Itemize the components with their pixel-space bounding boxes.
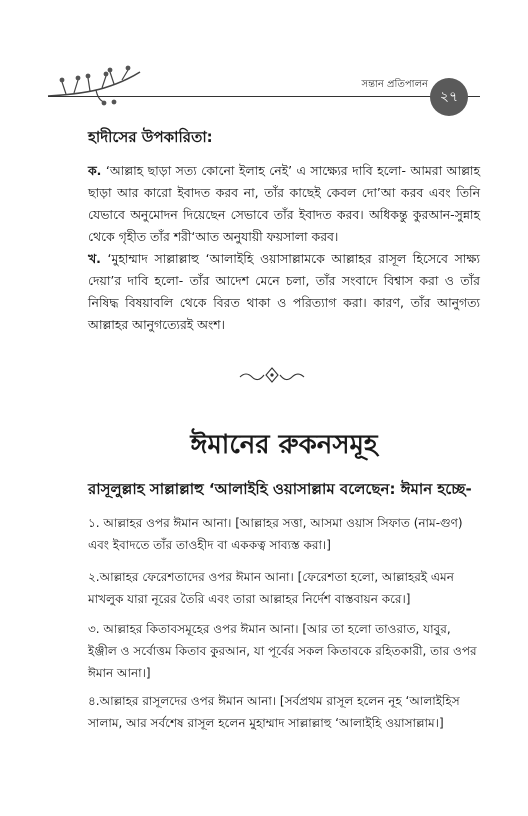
paragraph-ka bbox=[88, 160, 480, 248]
page-number-badge bbox=[430, 78, 468, 116]
list-item: ২.আল্লাহর ফেরেশতাদের ওপর ঈমান আনা। [ফেরেশতা হলো, আল্লাহরই এমন মাখলুক যারা নূরের তৈরি এবং তারা আল্লাহর নির্দেশ বাস্তবায়ন করে।] bbox=[88, 570, 454, 606]
paragraph-label: ক. bbox=[88, 163, 102, 178]
list-item: ১. আল্লাহর ওপর ঈমান আনা। [আল্লাহর সত্তা, আসমা ওয়াস সিফাত (নাম-গুণ) এবং ইবাদতে তাঁর তাওহীদ বা এককত্ব সাব্যস্ত করা।] bbox=[88, 516, 463, 552]
paragraph-kha bbox=[88, 248, 480, 336]
paragraph-text: ‘আল্লাহ ছাড়া সত্য কোনো ইলাহ নেই’ এ সাক্ষ্যের দাবি হলো- আমরা আল্লাহ ছাড়া আর কারো ইবাদত করব না, তাঁর কাছেই কেবল দো’আ করব এবং তিনি যেভাবে অনুমোদন দিয়েছেন সেভাবে তাঁর ইবাদত করব। অধিকন্তু কুরআন-সুন্নাহ থেকে গৃহীত তাঁর শরী‘আত অনুযায়ী ফয়সালা করব। bbox=[88, 163, 480, 244]
page-number: ২৭ bbox=[439, 89, 459, 105]
section-heading: হাদীসের উপকারিতা: bbox=[88, 128, 213, 146]
main-title: ঈমানের রুকনসমূহ bbox=[190, 430, 378, 460]
section-subheading: রাসূলুল্লাহ সাল্লাল্লাহু ‘আলাইহি ওয়াসাল্লাম বলেছেন: ঈমান হচ্ছে- bbox=[88, 480, 472, 498]
divider-ornament-icon bbox=[236, 365, 308, 385]
list-item: ৪.আল্লাহর রাসূলদের ওপর ঈমান আনা। [সর্বপ্রথম রাসূল হলেন নূহ ‘আলাইহিস সালাম, আর সর্বশেষ রাসূল হলেন মুহাম্মাদ সাল্লাল্লাহু ‘আলাইহি ওয়াসাল্লাম।] bbox=[88, 694, 460, 730]
running-title: সন্তান প্রতিপালন bbox=[361, 79, 428, 90]
branch-ornament-icon bbox=[44, 58, 144, 108]
list-item: ৩. আল্লাহর কিতাবসমূহের ওপর ঈমান আনা। [আর তা হলো তাওরাত, যাবুর, ইঞ্জীল ও সর্বোত্তম কিতাব কুরআন, যা পূর্বের সকল কিতাবকে রহিতকারী, তার ওপর ঈমান আনা।] bbox=[88, 622, 477, 680]
paragraph-label: খ. bbox=[88, 251, 101, 266]
section-benefits bbox=[88, 126, 480, 151]
page-header bbox=[0, 0, 528, 110]
header-rule bbox=[48, 96, 480, 97]
paragraph-text: ‘মুহাম্মাদ সাল্লাল্লাহু ‘আলাইহি ওয়াসাল্লামকে আল্লাহর রাসূল হিসেবে সাক্ষ্য দেয়া’র দাবি হলো- তাঁর আদেশ মেনে চলা, তাঁর সংবাদে বিশ্বাস করা ও তাঁর নিষিদ্ধ বিষয়াবলি থেকে বিরত থাকা ও পরিত্যাগ করা। কারণ, তাঁর আনুগত্য আল্লাহর আনুগত্যেরই অংশ। bbox=[88, 251, 480, 332]
